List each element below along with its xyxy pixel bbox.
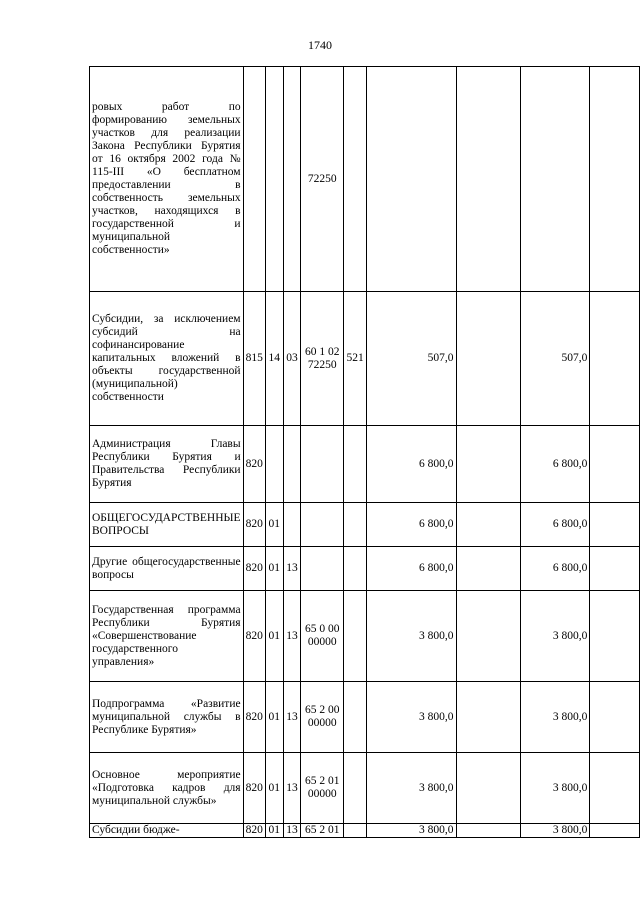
row-subsection-code: 13 [283,753,301,824]
row-section-code: 14 [265,292,283,426]
table-row [90,753,640,824]
row-amount: 6 800,0 [367,426,457,503]
row-amount-total: 3 800,0 [520,753,589,824]
row-column-2 [456,292,520,426]
row-amount: 3 800,0 [367,824,457,838]
row-name: Подпрограмма «Развитие муниципальной службы в Республике Бурятия» [90,682,244,753]
table-row [90,503,640,547]
row-target-article [301,547,344,591]
row-amount-total: 6 800,0 [520,426,589,503]
row-target-article: 65 2 00 00000 [301,682,344,753]
row-subsection-code: 03 [283,292,301,426]
table-row [90,682,640,753]
row-expense-type [344,67,367,292]
row-target-article [301,503,344,547]
row-amount: 6 800,0 [367,503,457,547]
row-name: Администрация Главы Республики Бурятия и Правительства Республики Бурятия [90,426,244,503]
row-expense-type [344,503,367,547]
budget-table [89,66,640,838]
row-expense-type [344,547,367,591]
row-column-4 [590,591,640,682]
row-name: ОБЩЕГОСУДАРСТВЕННЫЕ ВОПРОСЫ [90,503,244,547]
row-amount: 6 800,0 [367,547,457,591]
row-column-4 [590,292,640,426]
row-expense-type [344,682,367,753]
row-section-code: 01 [265,824,283,838]
row-amount-total: 507,0 [520,292,589,426]
row-ministry-code [243,67,265,292]
row-section-code: 01 [265,753,283,824]
row-target-article: 60 1 02 72250 [301,292,344,426]
row-name: Основное мероприятие «Подготовка кадров для муниципальной службы» [90,753,244,824]
row-amount-total: 3 800,0 [520,824,589,838]
row-name: ровых работ по формированию земельных участков для реализации Закона Республики Бурятия от 16 октября 2002 года № 115-III «О бесплатном предоставлении в собственность земельных участков, находящихся в государственной и муниципальной собственности» [90,67,244,292]
row-subsection-code [283,426,301,503]
row-column-2 [456,503,520,547]
row-ministry-code: 820 [243,824,265,838]
row-amount-total: 6 800,0 [520,547,589,591]
row-ministry-code: 820 [243,753,265,824]
row-subsection-code: 13 [283,824,301,838]
row-column-2 [456,682,520,753]
row-amount-total [520,67,589,292]
row-target-article: 65 2 01 [301,824,344,838]
row-column-2 [456,426,520,503]
row-target-article: 72250 [301,67,344,292]
row-subsection-code: 13 [283,547,301,591]
row-name: Государственная программа Республики Бурятия «Совершенствование государственного управления» [90,591,244,682]
row-column-4 [590,67,640,292]
row-ministry-code: 815 [243,292,265,426]
row-amount-total: 6 800,0 [520,503,589,547]
row-amount: 3 800,0 [367,682,457,753]
row-amount: 507,0 [367,292,457,426]
row-expense-type [344,426,367,503]
page-number: 1740 [308,38,332,52]
row-name: Субсидии, за исключением субсидий на софинансирование капитальных вложений в объекты государственной (муниципальной) собственности [90,292,244,426]
table-row [90,591,640,682]
table-row [90,824,640,838]
row-subsection-code [283,503,301,547]
row-amount-total: 3 800,0 [520,591,589,682]
row-ministry-code: 820 [243,426,265,503]
row-section-code: 01 [265,503,283,547]
row-column-2 [456,591,520,682]
row-ministry-code: 820 [243,591,265,682]
table-row [90,67,640,292]
row-expense-type [344,753,367,824]
row-section-code [265,426,283,503]
row-target-article [301,426,344,503]
row-amount-total: 3 800,0 [520,682,589,753]
row-section-code: 01 [265,682,283,753]
row-expense-type: 521 [344,292,367,426]
table-row [90,292,640,426]
row-subsection-code: 13 [283,591,301,682]
row-column-4 [590,682,640,753]
row-name: Субсидии бюдже- [90,824,244,838]
row-column-4 [590,426,640,503]
row-amount: 3 800,0 [367,591,457,682]
row-section-code: 01 [265,547,283,591]
row-ministry-code: 820 [243,503,265,547]
row-column-4 [590,753,640,824]
row-column-2 [456,753,520,824]
table-row [90,547,640,591]
row-target-article: 65 0 00 00000 [301,591,344,682]
row-expense-type [344,824,367,838]
row-expense-type [344,591,367,682]
row-name: Другие общегосударственные вопросы [90,547,244,591]
row-column-4 [590,824,640,838]
row-subsection-code: 13 [283,682,301,753]
row-amount: 3 800,0 [367,753,457,824]
row-target-article: 65 2 01 00000 [301,753,344,824]
row-section-code: 01 [265,591,283,682]
row-column-2 [456,547,520,591]
row-column-2 [456,67,520,292]
row-section-code [265,67,283,292]
row-ministry-code: 820 [243,547,265,591]
row-column-4 [590,503,640,547]
table-row [90,426,640,503]
row-column-4 [590,547,640,591]
row-amount [367,67,457,292]
row-column-2 [456,824,520,838]
row-ministry-code: 820 [243,682,265,753]
row-subsection-code [283,67,301,292]
